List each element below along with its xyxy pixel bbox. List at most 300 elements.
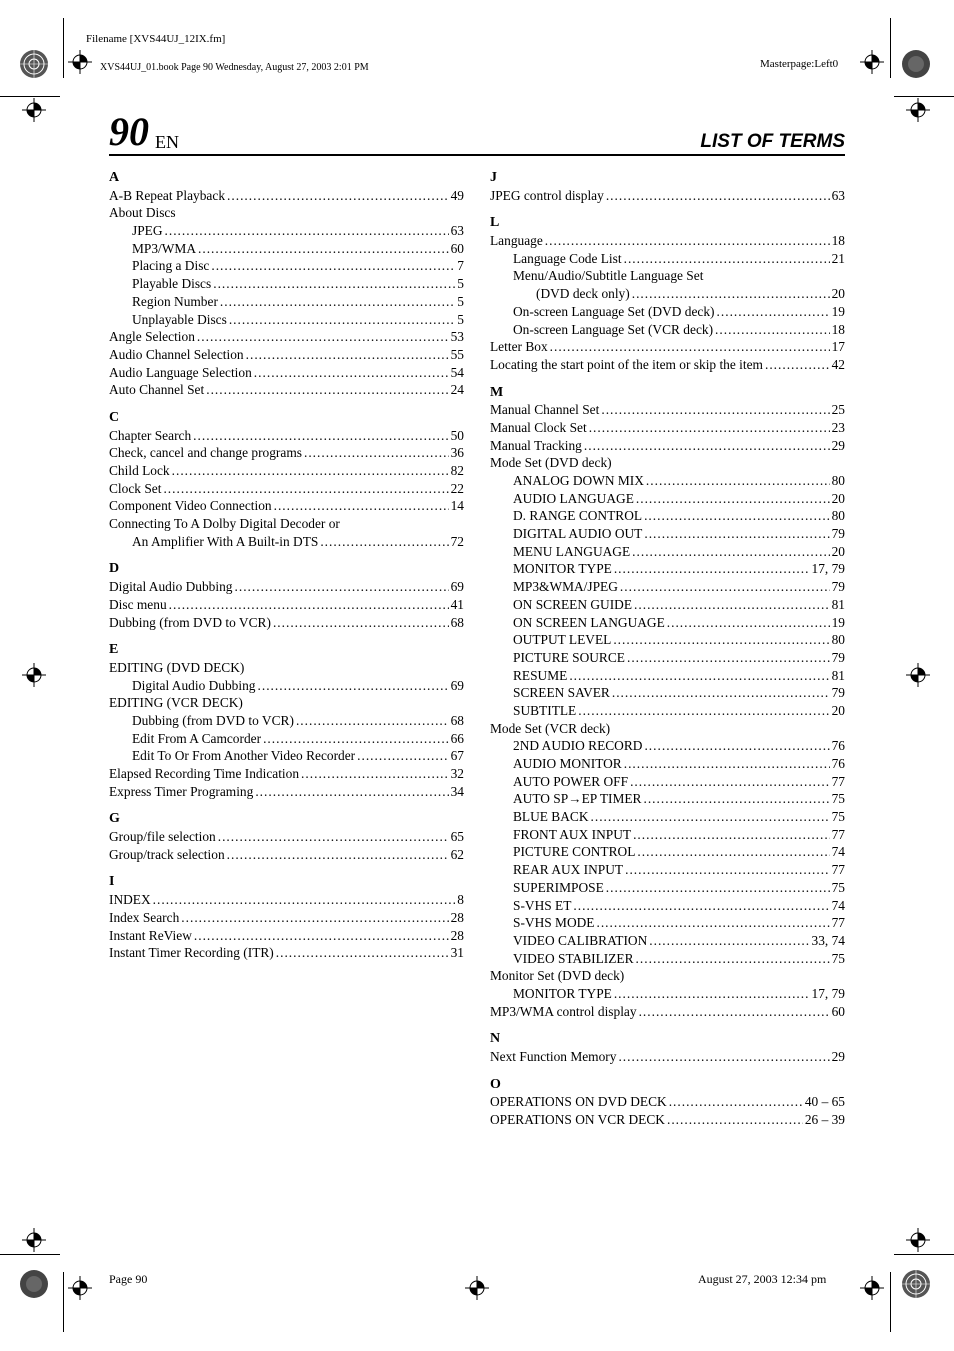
index-page-ref: 33, 74 [811,932,845,948]
index-term: Manual Clock Set [490,419,587,435]
index-entry [109,614,464,632]
index-term: Angle Selection [109,329,195,345]
crop-line [0,1254,60,1255]
leader-dots [301,765,449,783]
leader-dots [630,773,830,791]
index-letter-heading: N [490,1031,501,1047]
leader-dots [667,1111,803,1129]
index-entry [490,525,845,543]
index-entry [109,659,464,677]
index-entry [490,614,845,632]
index-letter-heading: L [490,215,500,231]
leader-dots [246,346,449,364]
leader-dots [211,257,455,275]
leader-dots [624,250,830,268]
index-page-ref: 66 [450,730,464,746]
index-page-ref: 60 [450,240,464,256]
index-entry [490,914,845,932]
index-term: OPERATIONS ON DVD DECK [490,1094,667,1110]
index-term: JPEG control display [490,187,604,203]
index-entry [109,240,464,258]
index-term: MONITOR TYPE [513,561,612,577]
index-letter-heading: G [109,811,120,827]
index-term: MP3/WMA [132,240,196,256]
index-term: Elapsed Recording Time Indication [109,766,300,781]
index-entry [490,773,845,791]
index-term: Disc menu [109,596,167,612]
crop-line [890,1272,891,1332]
index-entry [490,737,845,755]
index-term: Monitor Set (DVD deck) [490,968,625,984]
index-term: Menu/Audio/Subtitle Language Set [513,268,704,284]
index-page-ref: 68 [450,614,464,630]
leader-dots [614,985,810,1003]
index-page-ref: 67 [450,748,464,764]
index-term: Audio Language Selection [109,364,252,380]
index-page-ref: 62 [450,846,464,862]
leader-dots [715,321,830,339]
index-entry [490,985,845,1003]
index-letter-heading: C [109,409,120,425]
index-entry [490,187,845,205]
index-page-ref: 80 [831,508,845,524]
index-entry [109,462,464,480]
index-entry [490,490,845,508]
page-title: LIST OF TERMS [700,131,845,152]
leader-dots [637,843,829,861]
registration-target-icon [900,48,932,80]
index-entry [109,257,464,275]
registration-target-icon [900,1268,932,1300]
index-entry [490,1003,845,1021]
index-entry [490,684,845,702]
index-term: On-screen Language Set (DVD deck) [513,303,715,319]
index-letter-heading: A [109,170,120,185]
index-term: Dubbing (from DVD to VCR) [109,614,271,630]
index-term: D. RANGE CONTROL [513,508,643,524]
index-entry [109,204,464,222]
crosshair-icon [68,50,92,74]
index-page-ref: 20 [831,286,845,302]
index-page-ref: 74 [831,844,845,860]
index-term: Index Search [109,909,180,925]
index-entry [109,222,464,240]
index-term: On-screen Language Set (VCR deck) [513,321,714,337]
crosshair-icon [860,50,884,74]
leader-dots [254,364,449,382]
index-page-ref: 19 [831,614,845,630]
index-page-ref: 14 [450,498,464,514]
index-entry [109,765,464,783]
crop-line [894,96,954,97]
index-entry [490,338,845,356]
index-page-ref: 17, 79 [811,985,845,1001]
index-entry [109,275,464,293]
registration-target-icon [18,48,50,80]
index-entry [109,444,464,462]
index-term: A-B Repeat Playback [109,187,226,203]
index-term: MONITOR TYPE [513,985,612,1001]
index-entry [109,381,464,399]
index-page-ref: 60 [831,1003,845,1019]
leader-dots [591,808,830,826]
leader-dots [573,897,829,915]
index-term: Instant Timer Recording (ITR) [109,945,274,961]
index-page-ref: 8 [457,892,464,908]
index-entry [109,712,464,730]
index-entry [490,454,845,472]
footer-page: Page 90 [109,1272,148,1286]
leader-dots [255,783,448,801]
registration-target-icon [18,1268,50,1300]
leader-dots [614,560,810,578]
leader-dots [667,614,830,632]
index-page-ref: 69 [450,677,464,693]
index-page-ref: 19 [831,303,845,319]
leader-dots [220,293,455,311]
leader-dots [634,596,830,614]
index-page-ref: 75 [831,950,845,966]
index-entry [109,694,464,712]
index-term: Digital Audio Dubbing [109,579,233,595]
index-term: DIGITAL AUDIO OUT [513,526,643,542]
index-letter-heading: D [109,561,120,577]
index-page-ref: 53 [450,329,464,345]
index-page-ref: 20 [831,543,845,559]
index-entry [490,879,845,897]
index-term: ANALOG DOWN MIX [513,473,644,488]
index-entry [490,578,845,596]
header-rule [109,154,845,156]
crosshair-icon [906,663,930,687]
index-term: Language Code List [513,250,622,266]
index-entry [490,419,845,437]
index-column-right [490,169,845,1129]
index-entry [490,790,845,808]
index-term: Mode Set (VCR deck) [490,720,611,736]
index-entry [490,267,845,285]
leader-dots [578,702,829,720]
index-page-ref: 74 [831,897,845,913]
index-term: Playable Discs [132,276,212,292]
index-page-ref: 65 [450,829,464,845]
index-term: (DVD deck only) [536,286,630,302]
index-entry [109,927,464,945]
leader-dots [632,285,830,303]
index-entry [490,720,845,738]
index-term: Auto Channel Set [109,382,205,398]
index-page-ref: 18 [831,321,845,337]
index-term: Audio Channel Selection [109,346,244,362]
crosshair-icon [22,1228,46,1252]
index-page-ref: 77 [831,862,845,878]
leader-dots [304,444,449,462]
index-entry [109,328,464,346]
index-page-ref: 25 [831,402,845,418]
index-term: Group/file selection [109,829,216,845]
index-page-ref: 63 [831,187,845,203]
index-page-ref: 81 [831,667,845,683]
index-entry [109,480,464,498]
leader-dots [258,677,449,695]
leader-dots [669,1093,803,1111]
index-entry [490,861,845,879]
index-page-ref: 72 [450,533,464,549]
filename-label: Filename [XVS44UJ_12IX.fm] [86,33,226,45]
index-entry [490,1093,845,1111]
leader-dots [172,462,449,480]
index-entry [490,932,845,950]
index-term: AUTO SP→EP TIMER [513,791,642,807]
index-term: RESUME [513,667,568,683]
index-letter-heading: M [490,384,504,400]
index-page-ref: 82 [450,463,464,478]
index-entry [109,293,464,311]
index-page-ref: 69 [450,579,464,595]
index-term: Language [490,233,543,249]
index-page-ref: 29 [831,437,845,453]
index-page-ref: 77 [831,915,845,931]
index-entry [490,967,845,985]
leader-dots [229,311,455,329]
index-term: ON SCREEN LANGUAGE [513,614,665,630]
index-page-ref: 28 [450,927,464,943]
index-term: Group/track selection [109,846,225,862]
index-entry [490,702,845,720]
index-term: Edit From A Camcorder [132,730,262,746]
index-entry [490,897,845,915]
index-entry [490,631,845,649]
index-page-ref: 42 [831,356,845,372]
index-term: JPEG [132,223,163,239]
crosshair-icon [860,1276,884,1300]
index-entry [490,649,845,667]
index-term: Check, cancel and change programs [109,445,302,461]
index-page-ref: 68 [450,712,464,728]
index-entry [490,285,845,303]
index-term: EDITING (VCR DECK) [109,695,243,711]
leader-dots [633,826,830,844]
leader-dots [646,472,830,490]
index-page-ref: 34 [450,783,464,799]
index-entry [490,1111,845,1129]
footer-date: August 27, 2003 12:34 pm [698,1272,827,1286]
index-entry [490,356,845,374]
crop-line [63,1272,64,1332]
index-entry [109,944,464,962]
leader-dots [627,649,830,667]
index-page-ref: 80 [831,632,845,648]
index-term: Dubbing (from DVD to VCR) [132,712,294,728]
index-entry [490,232,845,250]
index-term: Mode Set (DVD deck) [490,455,612,471]
index-entry [109,909,464,927]
index-page-ref: 20 [831,702,845,718]
leader-dots [227,846,449,864]
index-term: FRONT AUX INPUT [513,826,632,842]
index-term: VIDEO CALIBRATION [513,932,648,948]
leader-dots [569,667,829,685]
leader-dots [218,828,449,846]
index-term: VIDEO STABILIZER [513,950,634,966]
index-term: AUTO POWER OFF [513,773,629,789]
index-entry [109,187,464,205]
leader-dots [632,543,829,561]
index-page-ref: 75 [831,791,845,807]
index-entry [490,667,845,685]
masterpage-label: Masterpage:Left0 [760,58,839,70]
leader-dots [596,914,829,932]
index-entry [490,321,845,339]
leader-dots [153,891,456,909]
index-entry [490,826,845,844]
crop-line [0,96,60,97]
index-page-ref: 20 [831,490,845,506]
crop-line [894,1254,954,1255]
language-code: EN [155,132,179,152]
leader-dots [649,932,809,950]
index-term: Express Timer Programing [109,783,254,799]
index-term: AUDIO MONITOR [513,756,622,771]
index-page-ref: 76 [831,738,845,754]
leader-dots [644,507,830,525]
index-page-ref: 21 [831,250,845,266]
index-entry [109,497,464,515]
leader-dots [320,533,448,551]
index-term: Instant ReView [109,927,192,943]
index-term: EDITING (DVD DECK) [109,659,245,675]
index-page-ref: 77 [831,773,845,789]
index-page-ref: 75 [831,809,845,825]
leader-dots [273,614,449,632]
index-entry [490,1048,845,1066]
index-page-ref: 55 [450,346,464,362]
index-term: About Discs [109,205,176,221]
index-entry [490,560,845,578]
leader-dots [636,950,830,968]
leader-dots [644,737,829,755]
index-page-ref: 75 [831,879,845,895]
index-page-ref: 17 [831,339,845,355]
index-entry [109,677,464,695]
index-term: ON SCREEN GUIDE [513,596,633,612]
index-term: PICTURE SOURCE [513,649,625,665]
leader-dots [765,356,830,374]
leader-dots [235,578,449,596]
index-page-ref: 76 [831,756,845,771]
index-entry [109,747,464,765]
crosshair-icon [22,98,46,122]
leader-dots [620,578,830,596]
crosshair-icon [906,98,930,122]
leader-dots [589,419,830,437]
index-page-ref: 5 [457,311,464,327]
index-page-ref: 63 [450,223,464,239]
index-page-ref: 40 – 65 [804,1094,845,1110]
crop-line [890,18,891,78]
index-entry [109,578,464,596]
index-page-ref: 79 [831,579,845,595]
leader-dots [213,275,455,293]
index-entry [490,543,845,561]
index-term: An Amplifier With A Built-in DTS [132,533,319,549]
leader-dots [296,712,449,730]
leader-dots [545,232,830,250]
leader-dots [197,328,449,346]
leader-dots [227,187,449,205]
index-entry [490,472,845,490]
leader-dots [606,187,830,205]
leader-dots [606,879,830,897]
leader-dots [612,684,830,702]
index-letter-heading: E [109,642,119,658]
index-entry [109,596,464,614]
leader-dots [618,1048,829,1066]
index-term: Manual Tracking [490,437,582,453]
index-entry [490,507,845,525]
crosshair-icon [22,663,46,687]
index-term: SCREEN SAVER [513,685,610,701]
leader-dots [276,944,449,962]
leader-dots [550,338,830,356]
index-page-ref: 17, 79 [811,561,845,577]
index-term: Edit To Or From Another Video Recorder [132,748,356,764]
leader-dots [206,381,448,399]
index-entry [109,783,464,801]
index-term: AUDIO LANGUAGE [513,490,634,506]
index-entry [109,515,464,533]
crop-line [63,18,64,78]
index-page-ref: 31 [450,945,464,961]
index-term: Letter Box [490,339,548,355]
leader-dots [198,240,449,258]
index-page-ref: 77 [831,826,845,842]
leader-dots [163,480,448,498]
index-term: Unplayable Discs [132,311,227,327]
index-entry [490,808,845,826]
index-page-ref: 28 [450,909,464,925]
index-page-ref: 18 [831,233,845,249]
index-page-ref: 36 [450,445,464,461]
crosshair-icon [465,1276,489,1300]
index-term: REAR AUX INPUT [513,862,624,878]
index-term: PICTURE CONTROL [513,844,636,860]
index-entry [490,843,845,861]
leader-dots [181,909,448,927]
index-entry [109,533,464,551]
index-letter-heading: I [109,874,115,890]
leader-dots [584,437,830,455]
leader-dots [194,927,449,945]
index-term: Manual Channel Set [490,402,600,418]
leader-dots [274,497,449,515]
leader-dots [193,427,448,445]
index-term: SUBTITLE [513,702,577,718]
page-number: 90 [109,109,149,154]
index-page-ref: 79 [831,685,845,701]
index-term: Component Video Connection [109,498,272,514]
index-page-ref: 79 [831,649,845,665]
index-page-ref: 24 [450,382,464,398]
index-entry [109,730,464,748]
leader-dots [613,631,829,649]
book-info-label: XVS44UJ_01.book Page 90 Wednesday, August 27, 2003 2:01 PM [100,62,369,73]
leader-dots [165,222,449,240]
index-page-ref: 54 [450,364,464,380]
index-entry [109,891,464,909]
index-page-ref: 7 [457,258,464,274]
index-term: OPERATIONS ON VCR DECK [490,1112,665,1128]
